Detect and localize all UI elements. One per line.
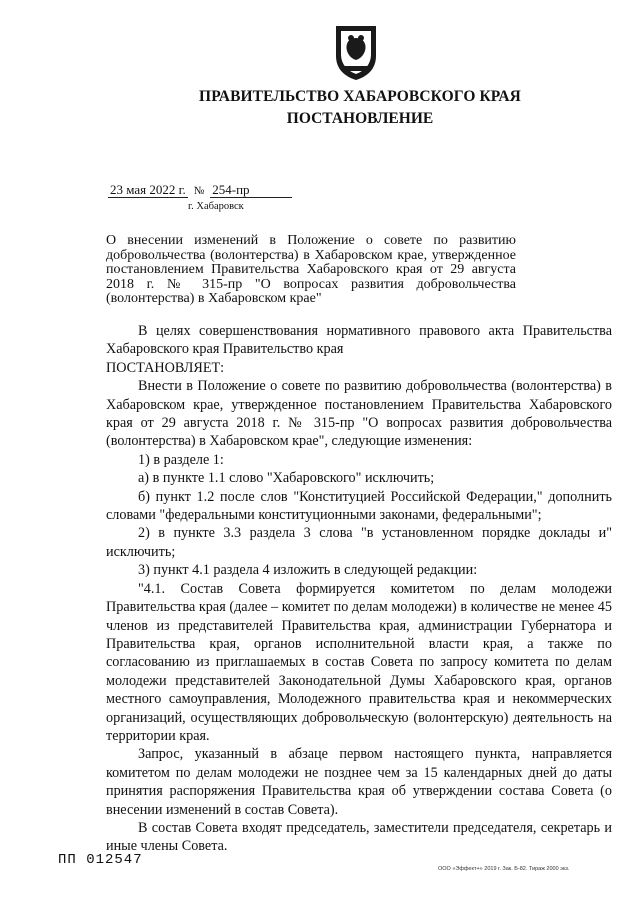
government-title: ПРАВИТЕЛЬСТВО ХАБАРОВСКОГО КРАЯ [199,88,521,105]
main-clause: Внести в Положение о совете по развитию добровольчества (волонтерства) в Хабаровском крае, утвержденное постановлением Правительства Хабаровского края от 29 августа 2018 г. № 315-пр "О вопросах развития добровольчества (волонтерства) в Хабаровском крае", следующие изменения: [106,378,612,450]
coat-of-arms-icon [333,24,379,82]
document-place: г. Хабаровск [188,201,244,212]
resolves-heading: ПОСТАНОВЛЯЕТ: [106,359,225,376]
clause-4-1-request: Запрос, указанный в абзаце первом настоящего пункта, направляется комитетом по делам молодежи не позднее чем за 15 календарных дней до даты принятия распоряжения Правительства края об утверждении состава Совета (о внесении изменений в состав Совета). [106,746,612,818]
item-3: 3) пункт 4.1 раздела 4 изложить в следующей редакции: [138,562,478,579]
document-kind: ПОСТАНОВЛЕНИЕ [286,110,434,127]
clause-4-1-members: В состав Совета входят председатель, заместители председателя, секретарь и иные члены Совета. [106,819,612,855]
clause-4-1: "4.1. Состав Совета формируется комитетом по делам молодежи Правительства края (далее – комитет по делам молодежи) в количестве не менее 45 членов из представителей Правительства края, администрации Губернатора и Правительства края, органов исполнительной власти края, а также по согласованию из приглашаемых в состав Совета по запросу комитета по делам молодежи представителей Законодательной Думы Хабаровского края, органов местного самоуправления, Молодежного правительства края и некоммерческих организаций, осуществляющих добровольческую (волонтерскую) деятельность на территории края. [106,580,612,744]
document-date: 23 мая 2022 г. [110,182,186,197]
item-1b: б) пункт 1.2 после слов "Конституцией Российской Федерации," дополнить словами "федеральными конституционными законами, федеральными"; [106,488,612,524]
item-1: 1) в разделе 1: [138,451,224,468]
number-sign: № [193,185,205,197]
serial-number: ПП 012547 [58,852,143,868]
preamble: В целях совершенствования нормативного правового акта Правительства Хабаровского края Правительство края [106,323,612,358]
item-1a: а) в пункте 1.1 слово "Хабаровского" исключить; [138,470,435,487]
document-subject: О внесении изменений в Положение о совете по развитию добровольчества (волонтерства) в Хабаровском крае, утвержденное постановлением Правительства Хабаровского края от 29 августа 2018 г. № 315-пр "О вопросах развития добровольчества (волонтерства) в Хабаровском крае" [106,233,516,306]
printer-imprint: ООО «Эффект+» 2019 г. Зак. Б-82. Тираж 2000 экз. [438,866,570,872]
item-2: 2) в пункте 3.3 раздела 3 слова "в установленном порядке доклады и" исключить; [106,525,612,560]
date-number-line [108,182,292,198]
document-body [106,322,612,856]
document-number: 254-пр [210,183,292,198]
